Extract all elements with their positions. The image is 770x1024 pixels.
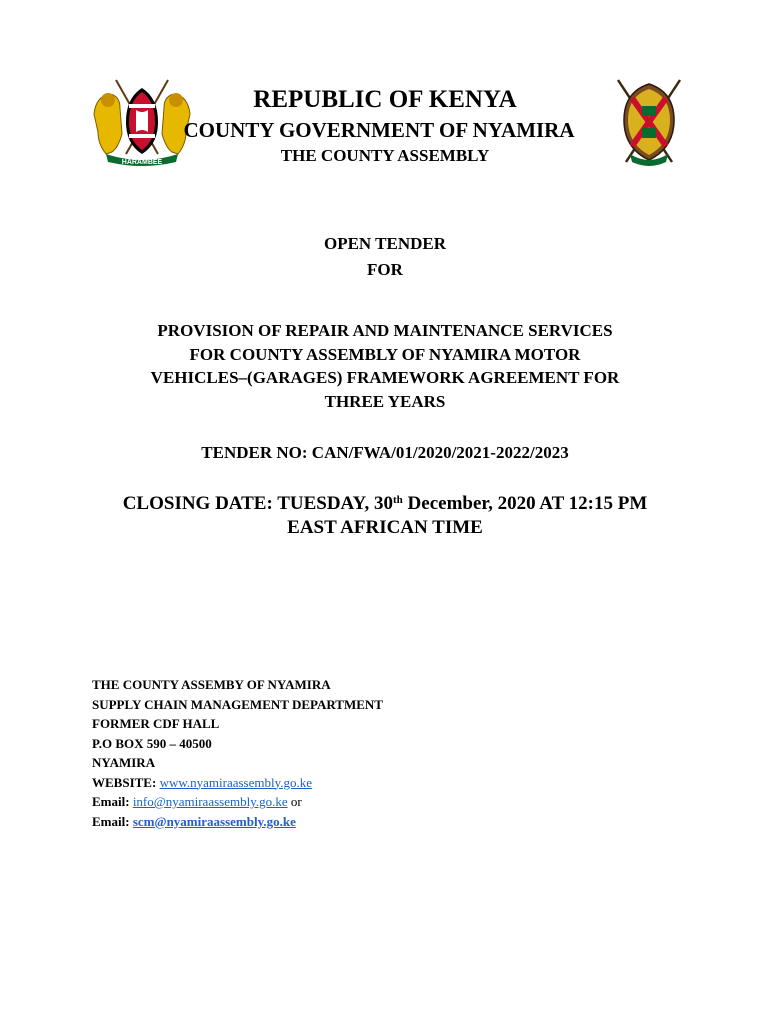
address-line: SUPPLY CHAIN MANAGEMENT DEPARTMENT bbox=[92, 696, 383, 712]
website-link[interactable]: www.nyamiraassembly.go.ke bbox=[159, 774, 313, 790]
email-info-link[interactable]: info@nyamiraassembly.go.ke bbox=[132, 794, 288, 809]
tender-number: TENDER NO: CAN/FWA/01/2020/2021-2022/2023 bbox=[201, 443, 569, 462]
contact-address-block bbox=[92, 675, 383, 831]
header-republic-of-kenya: REPUBLIC OF KENYA bbox=[253, 86, 517, 113]
tender-description bbox=[0, 319, 770, 413]
closing-date-text: CLOSING DATE: TUESDAY, 30 bbox=[122, 493, 394, 514]
email-scm-link[interactable]: scm@nyamiraassembly.go.ke bbox=[132, 813, 296, 829]
email-label: Email: bbox=[92, 813, 130, 829]
address-line: THE COUNTY ASSEMBY OF NYAMIRA bbox=[92, 677, 331, 692]
closing-date-ordinal: th bbox=[393, 494, 403, 506]
tender-description-line: FOR COUNTY ASSEMBLY OF NYAMIRA MOTOR bbox=[189, 344, 581, 364]
closing-date bbox=[0, 492, 770, 540]
website-label: WEBSITE: bbox=[92, 774, 157, 790]
header-county-government: COUNTY GOVERNMENT OF NYAMIRA bbox=[183, 118, 575, 142]
address-line: NYAMIRA bbox=[92, 755, 156, 770]
tender-description-line: VEHICLES–(GARAGES) FRAMEWORK AGREEMENT FOR bbox=[150, 368, 620, 387]
address-line: FORMER CDF HALL bbox=[92, 716, 220, 731]
email-or-text: or bbox=[287, 794, 302, 809]
tender-description-line: PROVISION OF REPAIR AND MAINTENANCE SERVICES bbox=[157, 321, 613, 340]
closing-date-timezone: EAST AFRICAN TIME bbox=[287, 517, 483, 538]
for-heading: FOR bbox=[367, 260, 403, 279]
closing-date-rest: December, 2020 AT 12:15 PM bbox=[402, 493, 648, 514]
address-line: P.O BOX 590 – 40500 bbox=[92, 735, 212, 751]
tender-description-line: THREE YEARS bbox=[324, 391, 446, 411]
header-county-assembly: THE COUNTY ASSEMBLY bbox=[280, 146, 490, 165]
email-label: Email: bbox=[92, 794, 130, 809]
open-tender-heading: OPEN TENDER bbox=[323, 234, 446, 253]
crest-motto: HARAMBEE bbox=[121, 159, 163, 166]
